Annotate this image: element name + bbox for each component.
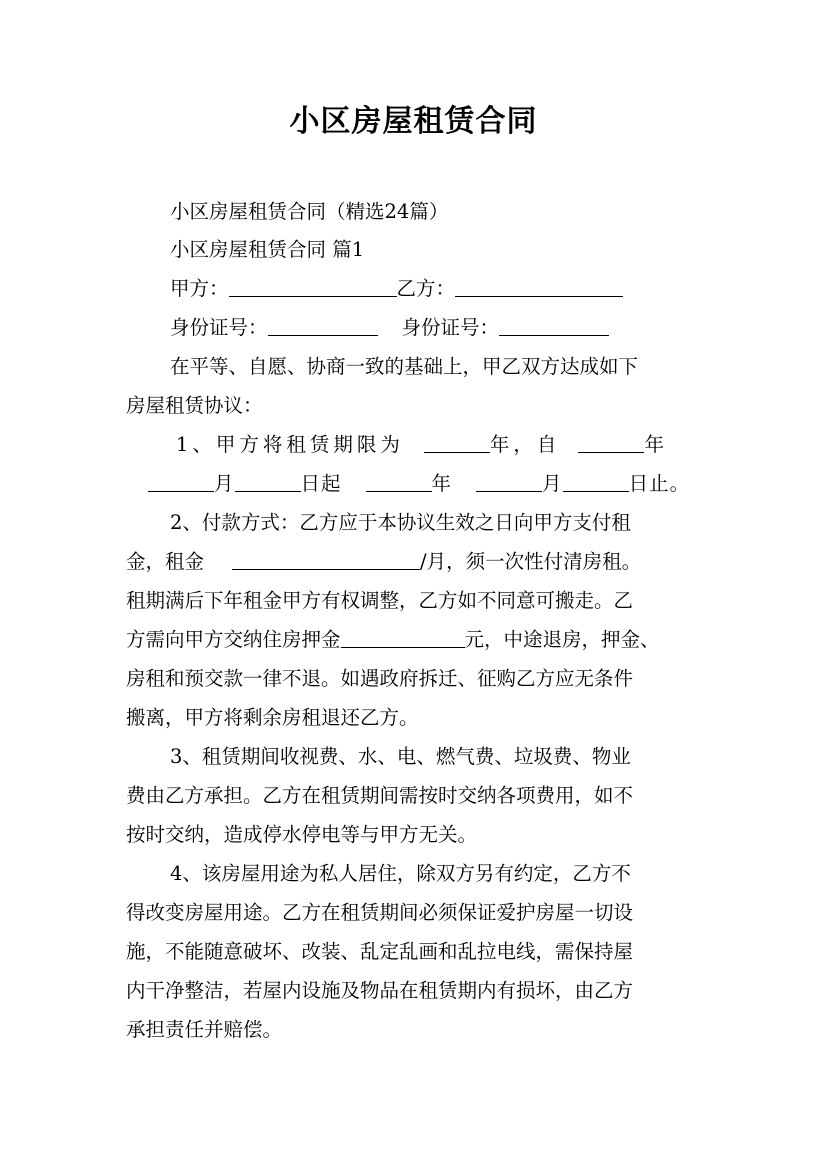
paragraph-line: 租期满后下年租金甲方有权调整，乙方如不同意可搬走。乙 bbox=[126, 589, 634, 612]
rent-text: /月，须一次性付清房租。 bbox=[420, 550, 642, 573]
paragraph-line: 4、该房屋用途为私人居住，除双方另有约定，乙方不 bbox=[170, 862, 631, 885]
rent-text: 金，租金 bbox=[126, 550, 205, 573]
document-title: 小区房屋租赁合同 bbox=[289, 104, 538, 139]
term-text: 月 bbox=[542, 472, 563, 495]
term-line-1 bbox=[176, 430, 756, 460]
paragraph-line: 费由乙方承担。乙方在租赁期间需按时交纳各项费用，如不 bbox=[126, 784, 634, 807]
paragraph-line: 3、租赁期间收视费、水、电、燃气费、垃圾费、物业 bbox=[170, 745, 631, 768]
term-line-2 bbox=[148, 469, 728, 499]
paragraph-line: 房租和预交款一律不退。如遇政府拆迁、征购乙方应无条件 bbox=[126, 667, 634, 690]
party-b-label: 乙方： bbox=[396, 277, 456, 300]
blank bbox=[235, 471, 301, 492]
paragraph-line: 按时交纳，造成停水停电等与甲方无关。 bbox=[126, 823, 478, 846]
paragraph-line: 2、付款方式：乙方应于本协议生效之日向甲方支付租 bbox=[170, 511, 631, 534]
term-text: 1、甲方将租赁期限为 bbox=[176, 433, 404, 456]
deposit-blank bbox=[341, 627, 465, 648]
rent-line bbox=[126, 547, 706, 577]
term-text: 年，自 bbox=[489, 433, 561, 456]
party-line bbox=[170, 274, 750, 304]
term-text: 月 bbox=[214, 472, 235, 495]
subtitle: 小区房屋租赁合同（精选24篇） bbox=[170, 200, 449, 223]
term-text: 日止。 bbox=[628, 472, 691, 495]
rent-blank bbox=[232, 549, 420, 570]
paragraph-line: 施，不能随意破坏、改装、乱定乱画和乱拉电线，需保持屋 bbox=[126, 940, 634, 963]
deposit-line bbox=[126, 625, 706, 655]
term-text: 年 bbox=[644, 433, 668, 456]
blank bbox=[563, 471, 629, 492]
party-b-blank bbox=[455, 276, 623, 297]
id-b-label: 身份证号： bbox=[401, 316, 500, 339]
blank bbox=[424, 432, 490, 453]
paragraph-line: 得改变房屋用途。乙方在租赁期间必须保证爱护房屋一切设 bbox=[126, 901, 634, 924]
paragraph-line: 在平等、自愿、协商一致的基础上，甲乙双方达成如下 bbox=[170, 355, 639, 378]
party-a-label: 甲方： bbox=[170, 277, 229, 300]
paragraph-line: 房屋租赁协议： bbox=[126, 394, 263, 417]
id-b-blank bbox=[499, 315, 609, 336]
term-text: 日起 bbox=[300, 472, 342, 495]
section-heading: 小区房屋租赁合同 篇1 bbox=[170, 238, 365, 261]
deposit-text: 方需向甲方交纳住房押金 bbox=[126, 628, 341, 651]
blank bbox=[476, 471, 542, 492]
deposit-text: 元，中途退房，押金、 bbox=[464, 628, 660, 651]
id-a-blank bbox=[268, 315, 378, 336]
blank bbox=[366, 471, 432, 492]
blank bbox=[578, 432, 644, 453]
term-text: 年 bbox=[431, 472, 453, 495]
paragraph-line: 搬离，甲方将剩余房租退还乙方。 bbox=[126, 706, 419, 729]
paragraph-line: 承担责任并赔偿。 bbox=[126, 1018, 283, 1041]
party-a-blank bbox=[229, 276, 397, 297]
id-line bbox=[170, 313, 750, 343]
paragraph-line: 内干净整洁，若屋内设施及物品在租赁期内有损坏，由乙方 bbox=[126, 979, 634, 1002]
id-a-label: 身份证号： bbox=[170, 316, 268, 339]
blank bbox=[148, 471, 214, 492]
